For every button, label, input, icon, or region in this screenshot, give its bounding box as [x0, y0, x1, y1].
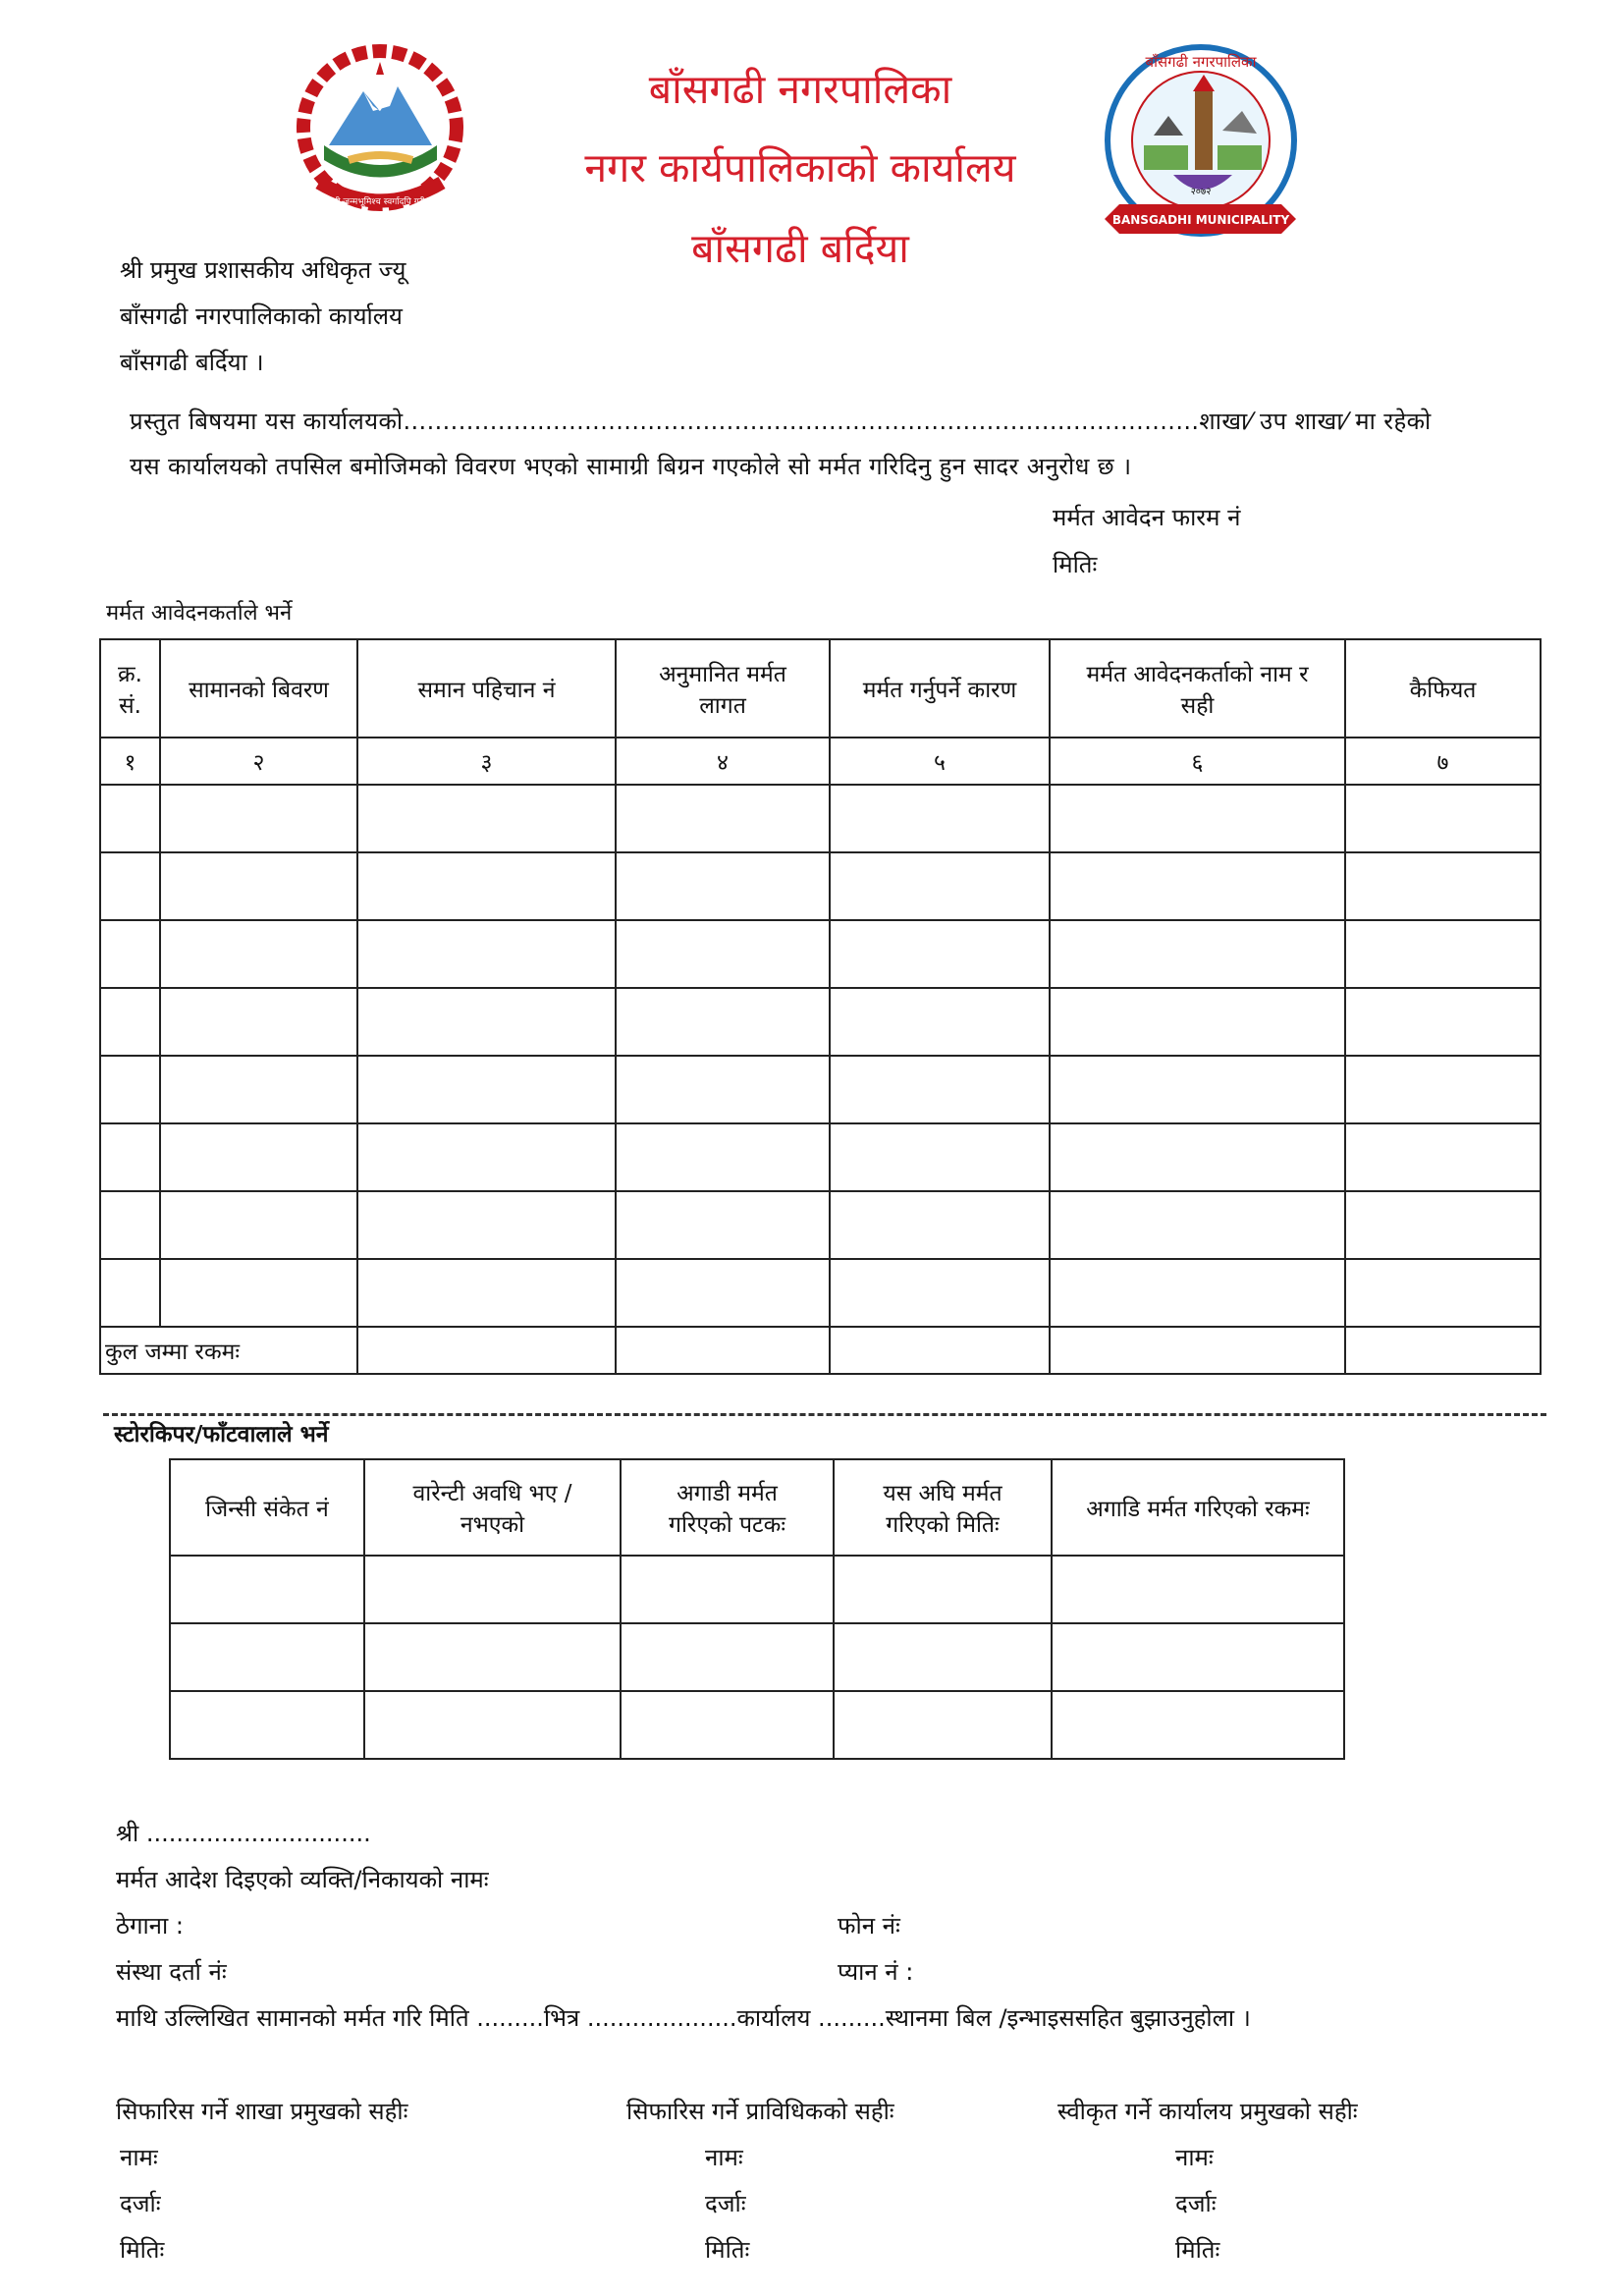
column-number: ७	[1345, 738, 1541, 785]
header-cell-serial: क्र. सं.	[100, 639, 160, 738]
column-number: ३	[357, 738, 616, 785]
table-row[interactable]	[100, 1056, 1541, 1123]
signature-date-label: मितिः	[705, 2236, 750, 2264]
order-recipient: श्री ..............................	[116, 1820, 371, 1847]
signature-name-label: नामः	[705, 2144, 743, 2171]
logo-ribbon-text: BANSGADHI MUNICIPALITY	[1111, 213, 1290, 227]
table-header-row	[100, 639, 1541, 738]
header-cell-repair-reason: मर्मत गर्नुपर्ने कारण	[830, 639, 1050, 738]
signature-title-office-chief: स्वीकृत गर्ने कार्यालय प्रमुखको सहीः	[1057, 2098, 1358, 2125]
form-number-label: मर्मत आवेदन फारम नं	[1053, 504, 1241, 531]
signature-rank-label: दर्जाः	[120, 2190, 161, 2217]
table-header-row	[170, 1459, 1344, 1556]
address-line2: बाँसगढी नगरपालिकाको कार्यालय	[120, 302, 403, 330]
table-row[interactable]	[170, 1556, 1344, 1623]
header-cell-previous-repair-count: अगाडी मर्मत गरिएको पटकः	[621, 1459, 834, 1556]
section-divider	[103, 1413, 1546, 1416]
signature-rank-label: दर्जाः	[1175, 2190, 1217, 2217]
signature-title-section-chief: सिफारिस गर्ने शाखा प्रमुखको सहीः	[116, 2098, 408, 2125]
column-number-row	[100, 738, 1541, 785]
logo-year: २०७२	[1190, 187, 1212, 197]
table-row[interactable]	[100, 920, 1541, 988]
header-cell-warranty: वारेन्टी अवधि भए / नभएको	[364, 1459, 621, 1556]
column-number: ६	[1050, 738, 1345, 785]
order-registration-label: संस्था दर्ता नंः	[116, 1958, 227, 1986]
header-cell-applicant-name: मर्मत आवेदनकर्ताको नाम र सही	[1050, 639, 1345, 738]
column-number: ४	[616, 738, 830, 785]
order-phone-label: फोन नंः	[838, 1912, 900, 1940]
header-cell-remarks: कैफियत	[1345, 639, 1541, 738]
office-title-line3: बाँसगढी बर्दिया	[691, 225, 909, 272]
column-number: १	[100, 738, 160, 785]
emblem-ribbon-text: जननी जन्मभूमिश्च स्वर्गादपि गरीयसी	[321, 197, 439, 207]
header-cell-previous-repair-amount: अगाडि मर्मत गरिएको रकमः	[1052, 1459, 1344, 1556]
order-address-label: ठेगाना :	[116, 1912, 184, 1940]
header-cell-inventory-code: जिन्सी संकेत नं	[170, 1459, 364, 1556]
order-pan-label: प्यान नं :	[838, 1958, 914, 1986]
municipality-logo-icon	[1085, 37, 1311, 258]
applicant-section-caption: मर्मत आवेदनकर्ताले भर्ने	[106, 601, 293, 626]
signature-name-label: नामः	[120, 2144, 158, 2171]
signature-name-label: नामः	[1175, 2144, 1214, 2171]
signature-title-technician: सिफारिस गर्ने प्राविधिकको सहीः	[626, 2098, 894, 2125]
office-title-line1: बाँसगढी नगरपालिका	[648, 66, 952, 113]
signature-date-label: मितिः	[1175, 2236, 1220, 2264]
office-title-line2: नगर कार्यपालिकाको कार्यालय	[584, 144, 1016, 191]
column-number: ५	[830, 738, 1050, 785]
table-row[interactable]	[100, 852, 1541, 920]
form-date-label: मितिः	[1053, 551, 1098, 578]
total-row	[100, 1327, 1541, 1374]
header-cell-item-id: समान पहिचान नं	[357, 639, 616, 738]
order-instruction: माथि उल्लिखित सामानको मर्मत गरि मिति .........भित्र ....................कार्यालय .........स्थानमा बिल /इन्भाइससहित बुझाउनुहोला ।	[116, 2004, 1251, 2032]
request-paragraph-line2: यस कार्यालयको तपसिल बमोजिमको विवरण भएको सामाग्री बिग्रन गएकोले सो मर्मत गरिदिनु हुन सादर अनुरोध छ ।	[130, 453, 1132, 480]
nepal-emblem-icon	[280, 37, 481, 224]
address-line1: श्री प्रमुख प्रशासकीय अधिकृत ज्यू	[120, 256, 406, 284]
table-row[interactable]	[100, 1123, 1541, 1191]
header-cell-previous-repair-date: यस अघि मर्मत गरिएको मितिः	[834, 1459, 1052, 1556]
header-cell-estimated-cost: अनुमानित मर्मत लागत	[616, 639, 830, 738]
address-line3: बाँसगढी बर्दिया ।	[120, 349, 264, 376]
order-name-label: मर्मत आदेश दिइएको व्यक्ति/निकायको नामः	[116, 1866, 489, 1893]
total-label: कुल जम्मा रकमः	[100, 1327, 357, 1374]
table-row[interactable]	[170, 1691, 1344, 1759]
signature-date-label: मितिः	[120, 2236, 165, 2264]
storekeeper-section-caption: स्टोरकिपर/फाँटवालाले भर्ने	[114, 1422, 329, 1448]
table-row[interactable]	[100, 988, 1541, 1056]
header-cell-item-description: सामानको बिवरण	[160, 639, 357, 738]
column-number: २	[160, 738, 357, 785]
applicant-table	[99, 638, 1542, 1375]
storekeeper-table	[169, 1458, 1345, 1760]
request-paragraph-line1: प्रस्तुत बिषयमा यस कार्यालयको.....................................................................................................शाखा⁄ उप शाखा⁄ मा रहेको	[130, 408, 1432, 435]
table-row[interactable]	[170, 1623, 1344, 1691]
table-row[interactable]	[100, 785, 1541, 852]
table-row[interactable]	[100, 1191, 1541, 1259]
logo-arc-text: बाँसगढी नगरपालिका	[1145, 53, 1257, 71]
table-row[interactable]	[100, 1259, 1541, 1327]
signature-rank-label: दर्जाः	[705, 2190, 746, 2217]
